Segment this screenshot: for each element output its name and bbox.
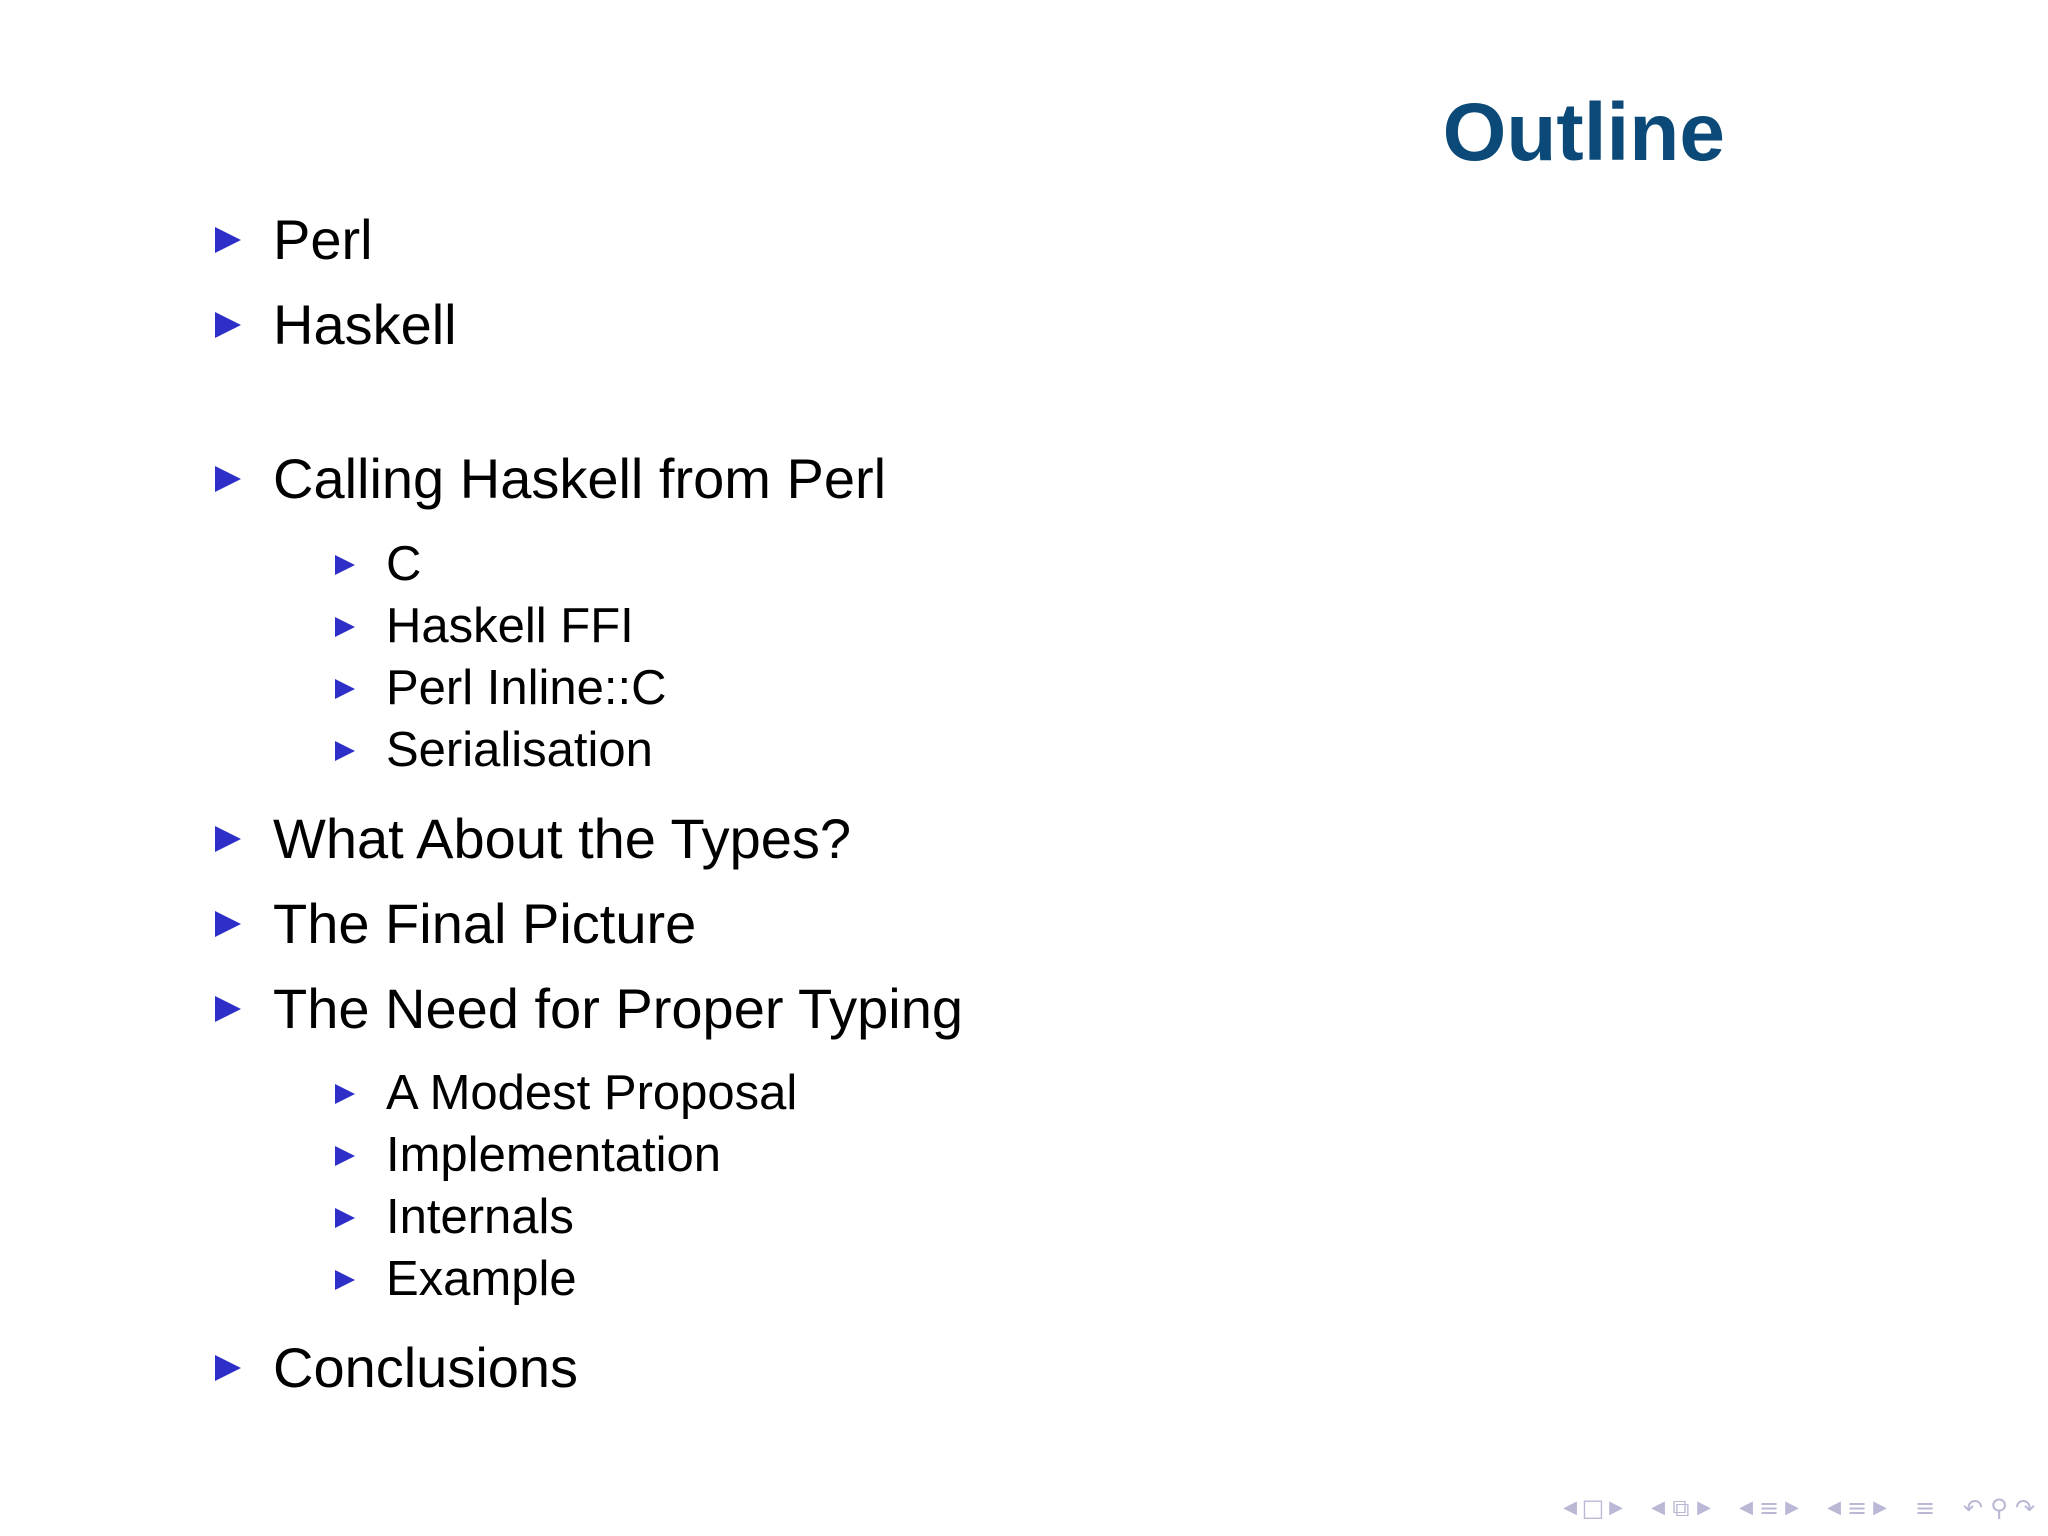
outline-item: [215, 293, 457, 356]
triangle-bullet-icon: [335, 617, 355, 637]
nav-slide-icon[interactable]: □: [1581, 1494, 1605, 1522]
nav-frame-icon[interactable]: ⧉: [1672, 1494, 1690, 1522]
triangle-bullet-icon: [215, 996, 241, 1022]
outline-item: [215, 1336, 579, 1399]
outline-subitem-label: Internals: [386, 1190, 574, 1244]
outline-item-label: Haskell: [273, 293, 457, 356]
nav-next-section-icon[interactable]: ▶: [1873, 1497, 1887, 1518]
outline-subitem-label: Implementation: [386, 1128, 722, 1182]
nav-next-slide-icon[interactable]: ▶: [1609, 1497, 1623, 1518]
nav-frame-group: [1648, 1488, 1714, 1528]
triangle-bullet-icon: [335, 679, 355, 699]
outline-subitem-label: Perl Inline::C: [386, 661, 667, 715]
outline-subitem: [335, 1128, 722, 1182]
outline-subitem-label: A Modest Proposal: [386, 1066, 798, 1120]
triangle-bullet-icon: [335, 1208, 355, 1228]
triangle-bullet-icon: [215, 826, 241, 852]
outline-subitem-label: Haskell FFI: [386, 599, 634, 653]
outline-subitem: [335, 1252, 577, 1306]
outline-subitem: [335, 599, 634, 653]
nav-search-icon[interactable]: ⚲: [1990, 1494, 2008, 1522]
nav-prev-frame-icon[interactable]: ◀: [1651, 1497, 1665, 1518]
nav-subsection-group: [1736, 1488, 1802, 1528]
outline-item-label: Perl: [273, 208, 373, 271]
triangle-bullet-icon: [215, 466, 241, 492]
outline-item: [215, 807, 852, 870]
outline-subitem-label: C: [386, 537, 422, 591]
outline-item-label: Conclusions: [273, 1336, 579, 1399]
nav-slide-group: [1560, 1488, 1626, 1528]
triangle-bullet-icon: [215, 227, 241, 253]
nav-subsection-icon[interactable]: ≡: [1758, 1494, 1780, 1522]
outline-item-label: What About the Types?: [273, 807, 852, 870]
outline-subitem: [335, 661, 667, 715]
nav-prev-section-icon[interactable]: ◀: [1827, 1497, 1841, 1518]
triangle-bullet-icon: [215, 911, 241, 937]
nav-prev-subsection-icon[interactable]: ◀: [1739, 1497, 1753, 1518]
outline-subitem: [335, 1066, 798, 1120]
nav-back-icon[interactable]: ↶: [1962, 1494, 1984, 1522]
triangle-bullet-icon: [215, 312, 241, 338]
outline-subitem-label: Serialisation: [386, 723, 653, 777]
nav-prev-slide-icon[interactable]: ◀: [1563, 1497, 1577, 1518]
outline-subitem: [335, 1190, 574, 1244]
outline-item-label: The Final Picture: [273, 892, 697, 955]
nav-section-group: [1824, 1488, 1890, 1528]
nav-section-icon[interactable]: ≡: [1846, 1494, 1868, 1522]
nav-document-icon[interactable]: ≡: [1914, 1494, 1936, 1522]
outline-item: [215, 892, 697, 955]
triangle-bullet-icon: [215, 1355, 241, 1381]
outline-item: [215, 208, 373, 271]
outline-item: [215, 447, 887, 510]
triangle-bullet-icon: [335, 741, 355, 761]
nav-next-frame-icon[interactable]: ▶: [1697, 1497, 1711, 1518]
nav-search-group: [1960, 1488, 2038, 1528]
outline-item: [215, 977, 964, 1040]
outline-subitem: [335, 537, 422, 591]
nav-document-group: [1912, 1488, 1938, 1528]
triangle-bullet-icon: [335, 1270, 355, 1290]
triangle-bullet-icon: [335, 555, 355, 575]
slide-title: Outline: [1442, 87, 1725, 178]
outline-subitem: [335, 723, 653, 777]
outline-item-label: Calling Haskell from Perl: [273, 447, 887, 510]
triangle-bullet-icon: [335, 1146, 355, 1166]
triangle-bullet-icon: [335, 1084, 355, 1104]
nav-next-subsection-icon[interactable]: ▶: [1785, 1497, 1799, 1518]
outline-item-label: The Need for Proper Typing: [273, 977, 964, 1040]
outline-subitem-label: Example: [386, 1252, 577, 1306]
beamer-navigation-bar: [1538, 1488, 2038, 1528]
nav-forward-icon[interactable]: ↷: [2014, 1494, 2036, 1522]
